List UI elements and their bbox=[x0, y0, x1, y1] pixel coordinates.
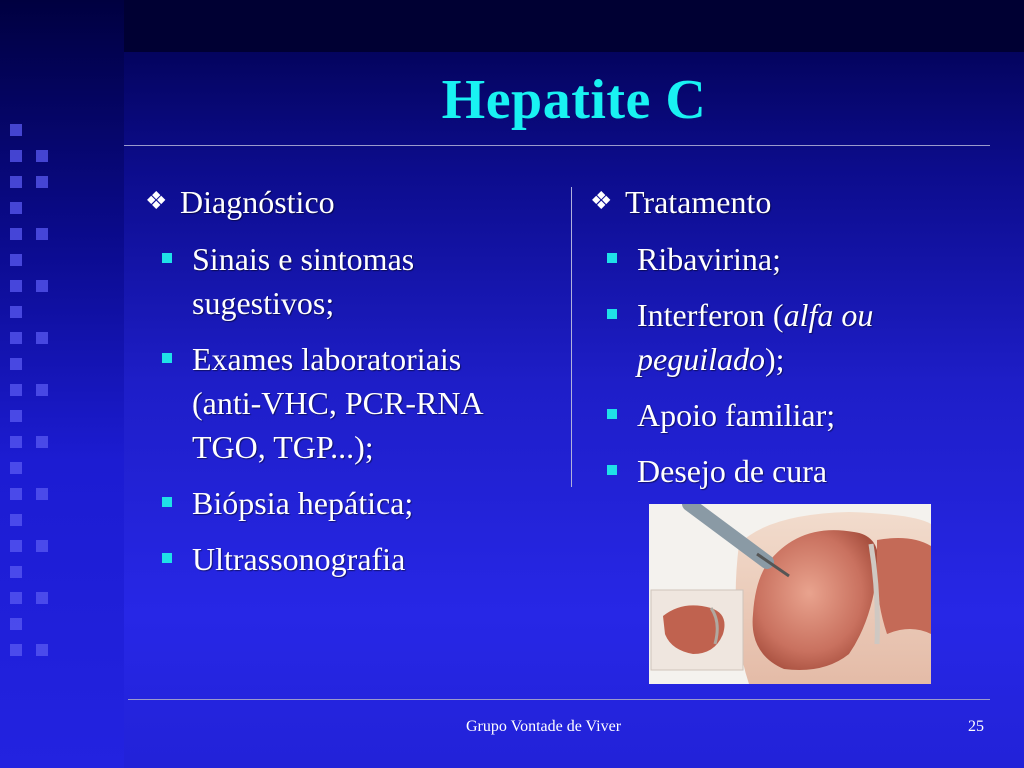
decorative-square bbox=[10, 436, 22, 448]
decorative-square bbox=[10, 384, 22, 396]
footer-text: Grupo Vontade de Viver bbox=[466, 718, 622, 735]
decorative-square bbox=[36, 540, 48, 552]
list-item: Sinais e sintomas sugestivos; bbox=[145, 237, 545, 325]
decorative-square bbox=[36, 488, 48, 500]
square-bullet-icon bbox=[607, 409, 617, 419]
list-item: Biópsia hepática; bbox=[145, 481, 545, 525]
decorative-square bbox=[36, 280, 48, 292]
decorative-square bbox=[10, 410, 22, 422]
left-column bbox=[145, 183, 545, 593]
square-bullet-icon bbox=[607, 253, 617, 263]
list-item: Interferon (alfa ou peguilado); bbox=[590, 293, 967, 381]
list-item: Ultrassonografia bbox=[145, 537, 545, 581]
decorative-square bbox=[10, 358, 22, 370]
list-item: Apoio familiar; bbox=[590, 393, 1000, 437]
square-bullet-icon bbox=[607, 465, 617, 475]
square-bullet-icon bbox=[607, 309, 617, 319]
decorative-square bbox=[10, 176, 22, 188]
decorative-square bbox=[10, 306, 22, 318]
diamond-icon: ❖ bbox=[145, 188, 168, 215]
decorative-square bbox=[10, 540, 22, 552]
top-dark-band bbox=[124, 0, 1024, 52]
decorative-square bbox=[10, 618, 22, 630]
list-item: Ribavirina; bbox=[590, 237, 1000, 281]
decorative-square bbox=[10, 488, 22, 500]
liver-illustration bbox=[649, 504, 931, 684]
decorative-square bbox=[10, 514, 22, 526]
slide-title: Hepatite C bbox=[441, 69, 707, 131]
decorative-square bbox=[10, 202, 22, 214]
decorative-square bbox=[10, 124, 22, 136]
title-divider bbox=[124, 145, 990, 146]
decorative-square bbox=[36, 592, 48, 604]
decorative-square bbox=[36, 332, 48, 344]
decorative-square bbox=[10, 462, 22, 474]
square-bullet-icon bbox=[162, 353, 172, 363]
decorative-square bbox=[36, 436, 48, 448]
square-bullet-icon bbox=[162, 553, 172, 563]
square-bullet-icon bbox=[162, 253, 172, 263]
decorative-square bbox=[36, 150, 48, 162]
square-bullet-icon bbox=[162, 497, 172, 507]
decorative-square bbox=[10, 254, 22, 266]
diagnostico-heading: ❖ Diagnóstico bbox=[145, 184, 335, 220]
list-item: Desejo de cura bbox=[590, 449, 1000, 493]
footer-divider bbox=[128, 699, 990, 700]
page-number: 25 bbox=[968, 718, 984, 735]
decorative-square bbox=[10, 592, 22, 604]
decorative-square bbox=[36, 228, 48, 240]
decorative-square bbox=[36, 644, 48, 656]
decorative-square bbox=[10, 566, 22, 578]
decorative-square bbox=[10, 644, 22, 656]
tratamento-heading: ❖ Tratamento bbox=[590, 184, 772, 220]
decorative-square bbox=[36, 384, 48, 396]
decorative-square bbox=[10, 228, 22, 240]
decorative-square bbox=[10, 332, 22, 344]
decorative-square bbox=[10, 280, 22, 292]
right-column bbox=[590, 183, 1000, 505]
diamond-icon: ❖ bbox=[590, 188, 613, 215]
list-item: Exames laboratoriais (anti-VHC, PCR-RNA TGO, TGP...); bbox=[145, 337, 492, 469]
decorative-square bbox=[10, 150, 22, 162]
column-divider bbox=[571, 187, 572, 487]
liver-biopsy-image bbox=[649, 504, 931, 684]
decorative-square bbox=[36, 176, 48, 188]
